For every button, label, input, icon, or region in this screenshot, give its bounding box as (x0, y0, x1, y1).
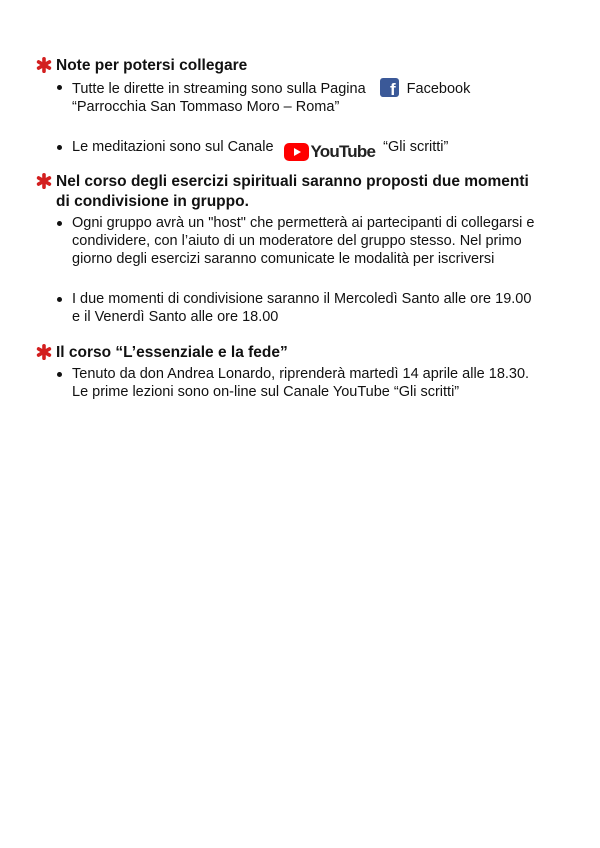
youtube-play-icon (284, 143, 309, 161)
list-item (36, 138, 576, 161)
red-asterisk-icon (36, 344, 52, 360)
red-asterisk-icon (36, 173, 52, 189)
red-asterisk-icon (36, 57, 52, 73)
bullet-text: Le prime lezioni sono on-line sul Canale YouTube “Gli scritti” (72, 384, 460, 400)
section-heading-text: Il corso “L’essenziale e la fede” (56, 344, 288, 361)
list-item (36, 290, 576, 326)
list-item (36, 78, 576, 116)
section-heading (36, 56, 576, 76)
bullet-text: I due momenti di condivisione saranno il Mercoledì Santo alle ore 19.00 (72, 291, 532, 307)
list-item (36, 365, 576, 401)
bullet-text: Tutte le dirette in streaming sono sulla Pagina (72, 81, 366, 97)
bullet-text: “Gli scritti” (383, 139, 449, 155)
bullet-list (36, 214, 576, 326)
section-heading-text: di condivisione in gruppo. (56, 193, 249, 210)
bullet-text: Le meditazioni sono sul Canale (72, 139, 274, 155)
bullet-text: e il Venerdì Santo alle ore 18.00 (72, 309, 279, 325)
bullet-text: giorno degli esercizi saranno comunicate le modalità per iscriversi (72, 251, 495, 267)
section-heading (36, 172, 576, 212)
bullet-text: Tenuto da don Andrea Lonardo, riprenderà martedì 14 aprile alle 18.30. (72, 366, 530, 382)
youtube-logo-icon (284, 143, 376, 161)
section-connection-notes (36, 56, 576, 161)
section-heading-text: Note per potersi collegare (56, 57, 248, 74)
section-group-sharing (36, 172, 576, 326)
bullet-text: condividere, con l’aiuto di un moderatore del gruppo stesso. Nel primo (72, 233, 522, 249)
bullet-text: “Parrocchia San Tommaso Moro – Roma” (72, 99, 340, 115)
list-item (36, 214, 576, 268)
facebook-label: Facebook (406, 81, 471, 97)
section-heading-text: Nel corso degli esercizi spirituali saranno proposti due momenti (56, 173, 529, 190)
bullet-text: Ogni gruppo avrà un "host" che permetterà ai partecipanti di collegarsi e (72, 215, 535, 231)
section-course (36, 343, 576, 401)
bullet-list (36, 365, 576, 401)
youtube-wordmark: YouTube (310, 142, 376, 162)
bullet-list (36, 78, 576, 161)
section-heading (36, 343, 576, 363)
facebook-icon: f (380, 78, 399, 97)
